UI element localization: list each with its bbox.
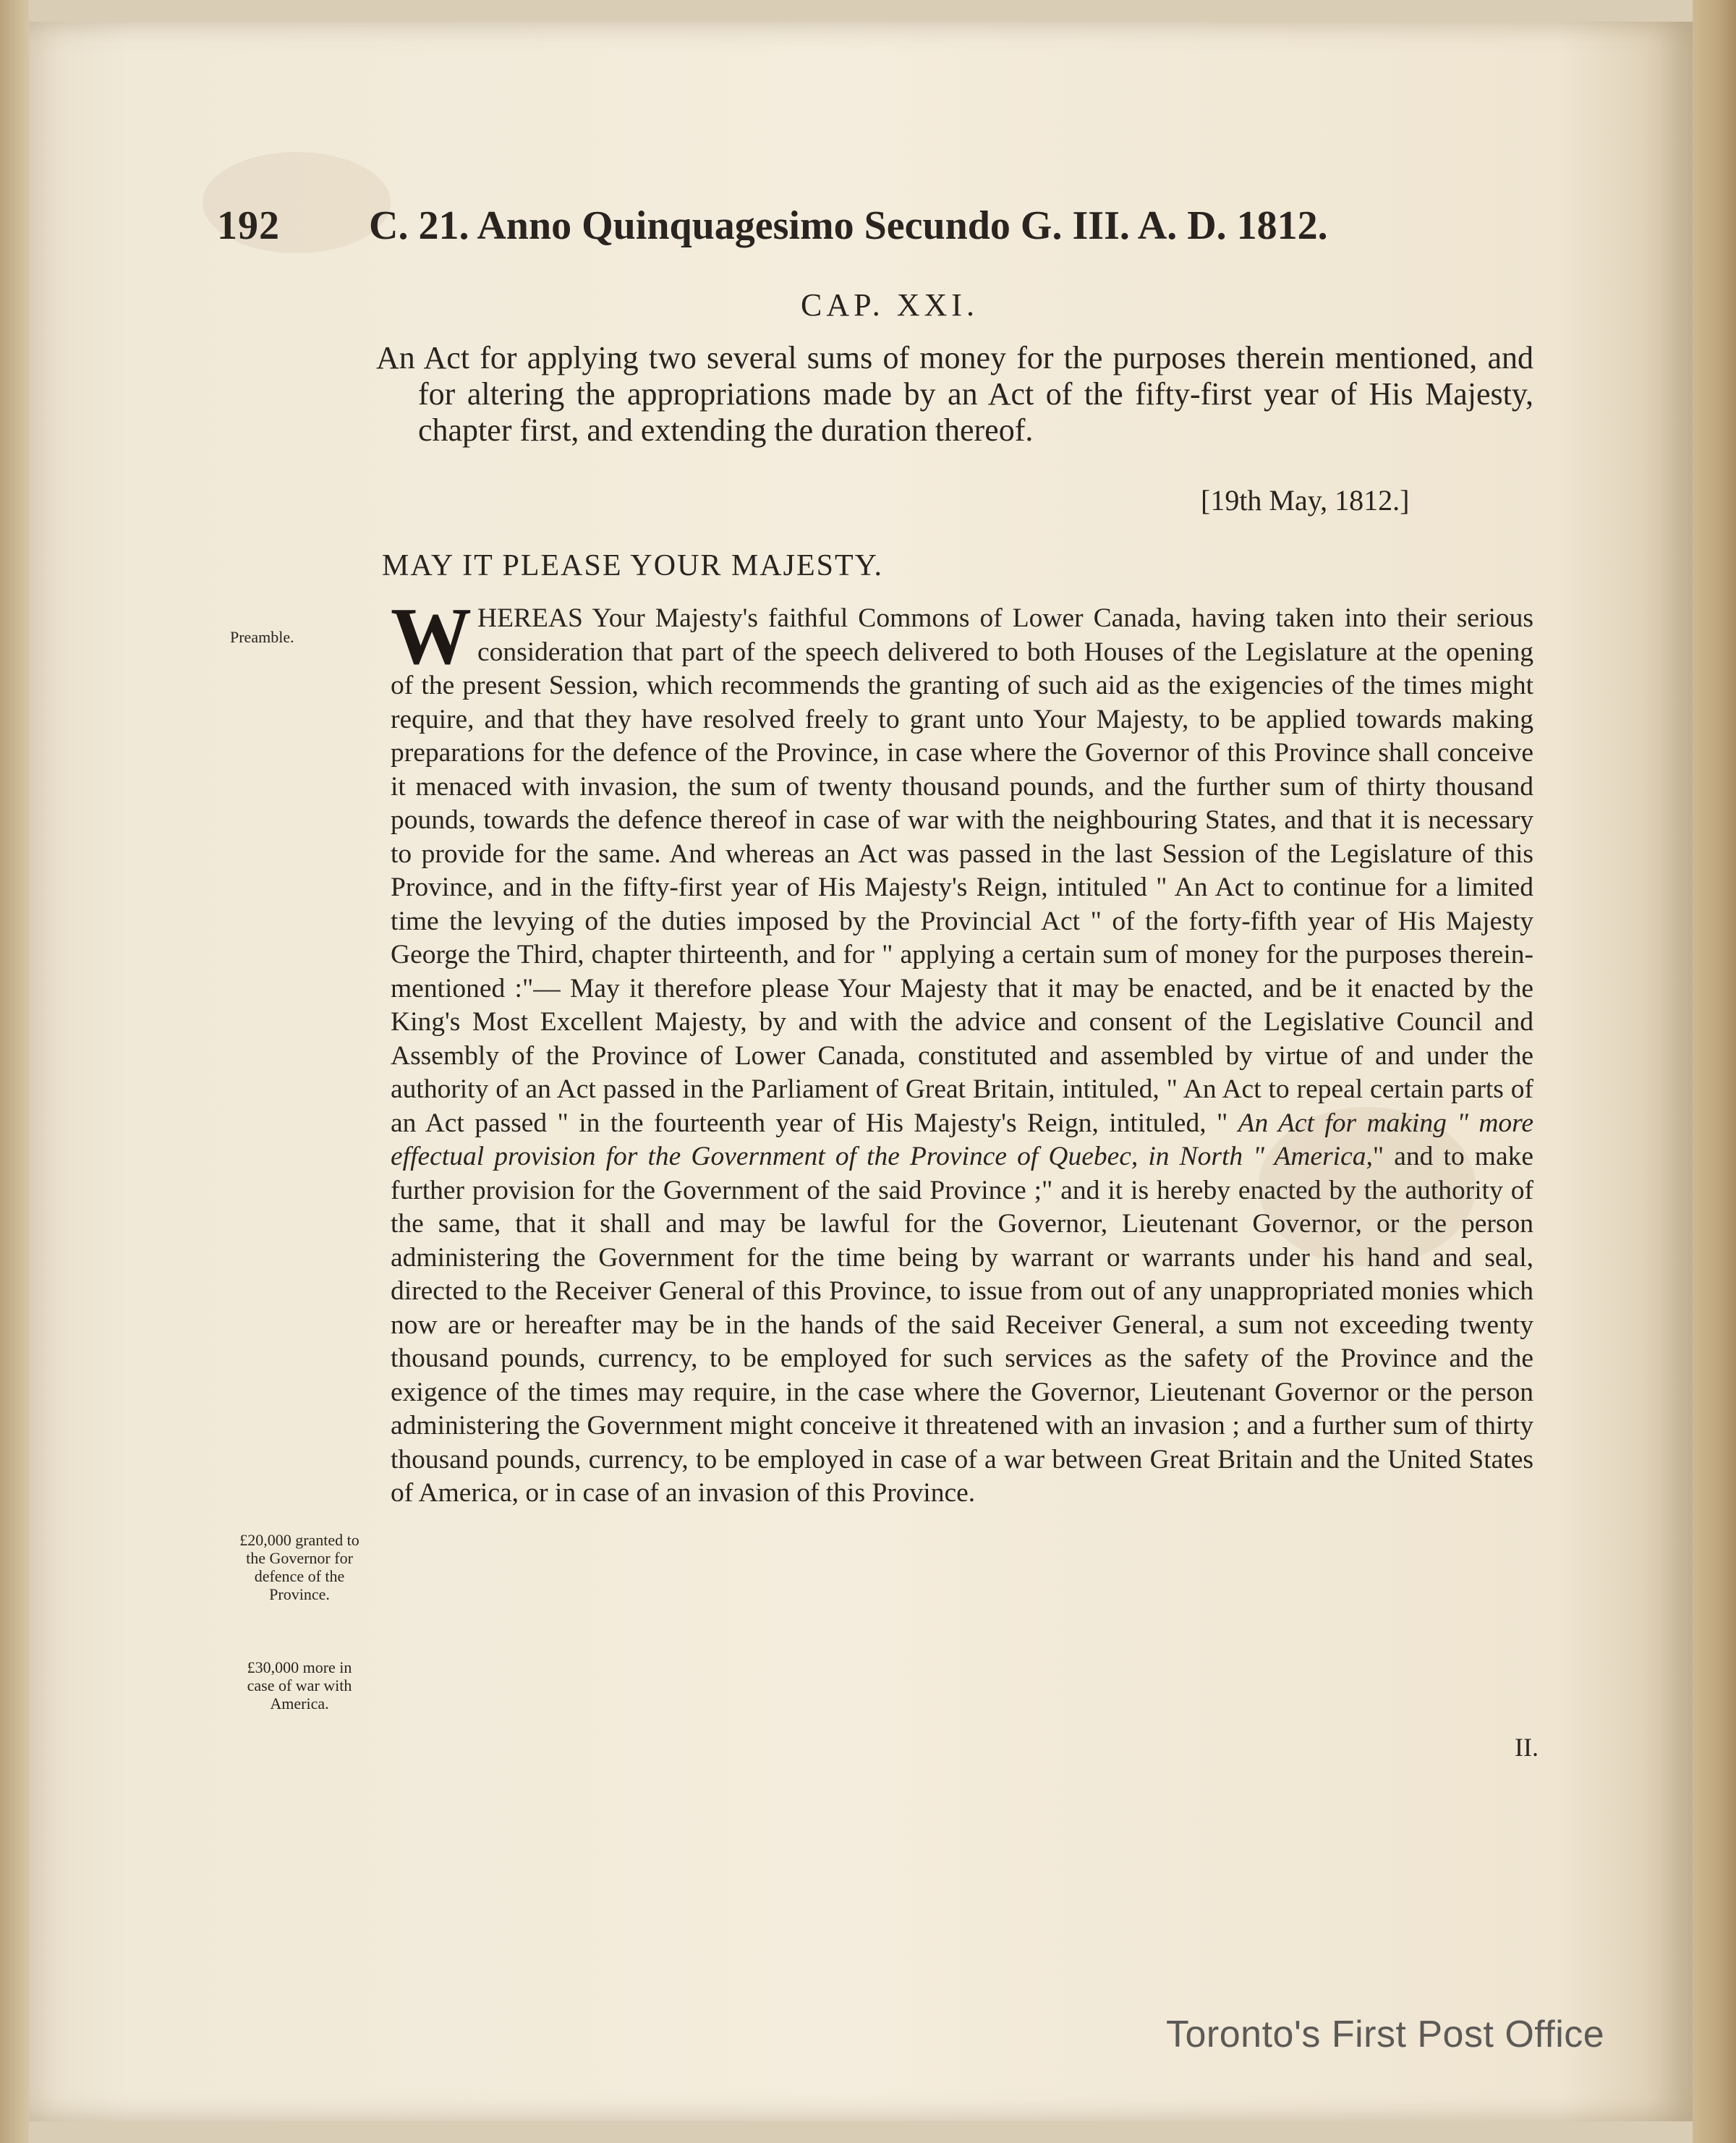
act-body	[391, 592, 1534, 1511]
watermark: Toronto's First Post Office	[1166, 2013, 1605, 2055]
body-text-part1: HEREAS Your Majesty's faithful Commons of Lower Canada, having taken into their serious consideration that part of the speech delivered to both Houses of the Legislature at the opening of the present Session, which recommends the granting of such aid as the exigencies of the times might require, and that they have resolved freely to grant unto Your Majesty, to be applied towards making preparations for the defence of the Province, in case where the Governor of this Province shall conceive it menaced with invasion, the sum of twenty thousand pounds, and the further sum of thirty thousand pounds, towards the defence thereof in case of war with the neighbouring States, and that it is necessary to provide for the same. And whereas an Act was passed in the last Session of the Legislature of this Province, and in the fifty-first year of His Majesty's Reign, intituled " An Act to continue for a limited time the levying of the duties imposed by the Provincial Act " of the forty-fifth year of His Majesty George the Third, chapter thirteenth, and for " applying a certain sum of money for the purposes therein-mentioned :"— May it therefore please Your Majesty that it may be enacted, and be it enacted by the King's Most Excellent Majesty, by and with the advice and consent of the Legislative Council and Assembly of the Province of Lower Canada, constituted and assembled by virtue of and under the authority of an Act passed in the Parliament of Great Britain, intituled, " An Act to repeal certain parts of an Act passed " in the fourteenth year of His Majesty's Reign, intituled, "	[391, 603, 1533, 1138]
drop-cap: W	[391, 592, 472, 682]
address-line: MAY IT PLEASE YOUR MAJESTY.	[382, 549, 884, 582]
margin-note-preamble: Preamble.	[230, 628, 294, 646]
running-head: C. 21. Anno Quinquagesimo Secundo G. III. A. D. 1812.	[369, 203, 1328, 248]
act-title: An Act for applying two several sums of money for the purposes therein mentioned, and for altering the appropriations made by an Act of the fifty-first year of His Majesty, chapter first, and extending the duration thereof.	[376, 340, 1533, 448]
assent-date: [19th May, 1812.]	[1201, 484, 1410, 517]
body-text-part2: " and to make further provision for the Government of the said Province ;" and it is hereby enacted by the authority of the same, that it shall and may be lawful for the Governor, Lieutenant Governor, or the person administering the Government for the time being by warrant or warrants under his hand and seal, directed to the Receiver General of this Province, to issue from out of any unappropriated monies which now are or hereafter may be in the hands of the said Receiver General, a sum not exceeding twenty thousand pounds, currency, to be employed for such services as the safety of the Province and the exigence of the times may require, in the case where the Governor, Lieutenant Governor or the person administering the Government might conceive it threatened with an invasion ; and a further sum of thirty thousand pounds, currency, to be employed in case of a war between Great Britain and the United States of America, or in case of an invasion of this Province.	[391, 1142, 1534, 1508]
chapter-heading: CAP. XXI.	[801, 287, 979, 323]
page-number: 192	[217, 203, 280, 248]
running-header	[217, 203, 1519, 260]
body-text-italic: An Act for making " more effectual provision for the Government of the Province of Quebec, in North " America,	[391, 1108, 1534, 1171]
margin-note-war: £30,000 more in case of war with America.	[247, 1658, 352, 1713]
catchword: II.	[1515, 1733, 1539, 1762]
margin-note-grant: £20,000 granted to the Governor for defence of the Province.	[239, 1531, 359, 1603]
